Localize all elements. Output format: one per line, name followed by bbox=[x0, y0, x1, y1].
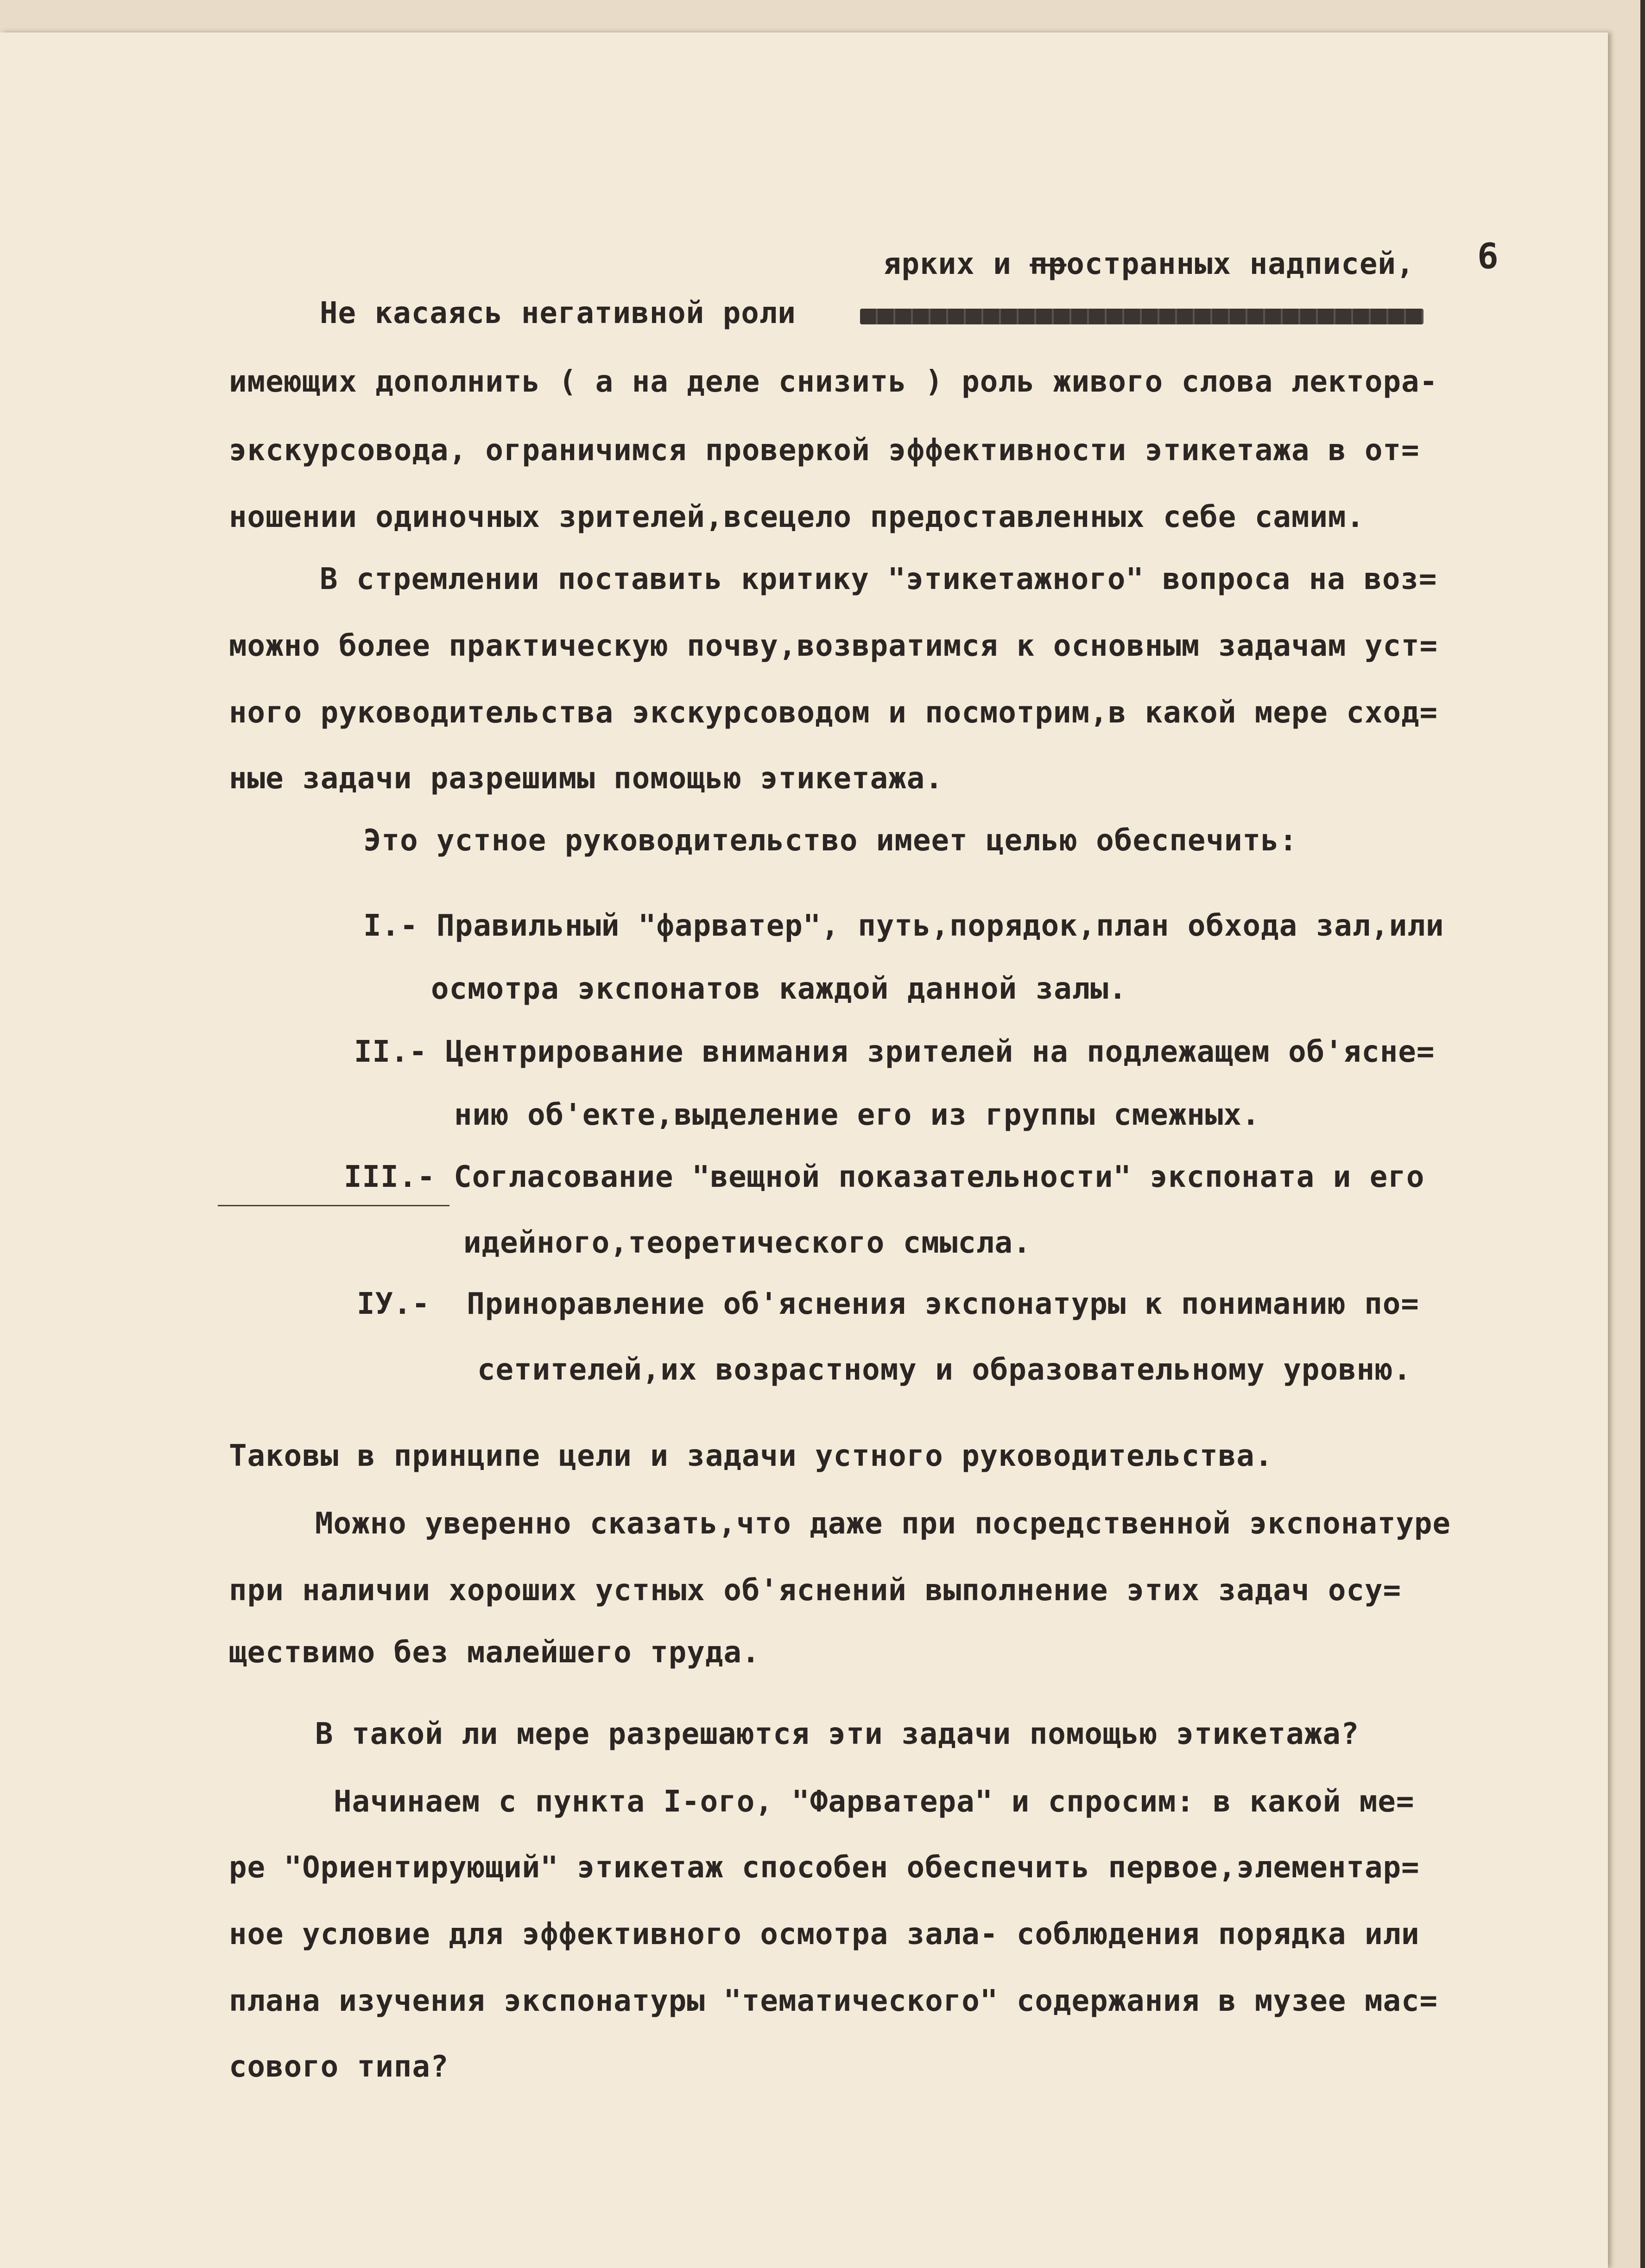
p1-line-1: Не касаясь негативной роли bbox=[320, 296, 796, 330]
insert-struck-part: пр bbox=[1030, 247, 1067, 281]
typewritten-page bbox=[0, 32, 1608, 2268]
item-1-line-1: I.- Правильный "фарватер", путь,порядок,план обхода зал,или bbox=[363, 909, 1444, 943]
struck-out-text bbox=[860, 309, 1424, 324]
item-4-line-2: сетителей,их возрастному и образовательному уровню. bbox=[477, 1353, 1412, 1387]
p2-line-1: В стремлении поставить критику "этикетажного" вопроса на воз= bbox=[320, 562, 1437, 596]
item-3-line-2: идейного,теоретического смысла. bbox=[463, 1226, 1031, 1260]
p4-line-4: ществимо без малейшего труда. bbox=[229, 1635, 760, 1670]
p5-line-1: В такой ли мере разрешаются эти задачи помощью этикетажа? bbox=[315, 1717, 1360, 1751]
page-number: 6 bbox=[1477, 235, 1499, 277]
item-4-line-1: IУ.- Приноравление об'яснения экспонатуры к пониманию по= bbox=[357, 1287, 1419, 1321]
insert-after-strike: остранных надписей, bbox=[1066, 247, 1415, 281]
item-2-line-2: нию об'екте,выделение его из группы смежных. bbox=[454, 1098, 1260, 1132]
insert-before-strike: ярких и bbox=[883, 247, 1030, 281]
p6-line-3: ное условие для эффективного осмотра зала- соблюдения порядка или bbox=[229, 1917, 1420, 1951]
item-2-line-1: II.- Центрирование внимания зрителей на подлежащем об'ясне= bbox=[354, 1035, 1435, 1069]
p6-line-5: сового типа? bbox=[229, 2050, 449, 2084]
item-1-line-2: осмотра экспонатов каждой данной залы. bbox=[431, 972, 1127, 1006]
p2-line-4: ные задачи разрешимы помощью этикетажа. bbox=[229, 761, 943, 796]
insert-above-line bbox=[883, 249, 1414, 279]
p2-line-3: ного руководительства экскурсоводом и посмотрим,в какой мере сход= bbox=[229, 696, 1438, 730]
p1-line-2: имеющих дополнить ( а на деле снизить ) роль живого слова лектора- bbox=[229, 365, 1438, 399]
p6-line-2: ре "Ориентирующий" этикетаж способен обеспечить первое,элементар= bbox=[229, 1850, 1420, 1885]
p6-line-4: плана изучения экспонатуры "тематического" содержания в музее мас= bbox=[229, 1984, 1438, 2018]
p4-line-1: Таковы в принципе цели и задачи устного руководительства. bbox=[229, 1439, 1273, 1473]
p3-line-1: Это устное руководительство имеет целью обеспечить: bbox=[363, 824, 1298, 858]
item-3-line-1: III.- Согласование "вещной показательности" экспоната и его bbox=[344, 1160, 1425, 1194]
p2-line-2: можно более практическую почву,возвратимся к основным задачам уст= bbox=[229, 629, 1438, 663]
pencil-rule bbox=[218, 1205, 449, 1206]
p6-line-1: Начинаем с пункта I-ого, "Фарватера" и спросим: в какой ме= bbox=[334, 1785, 1415, 1819]
p4-line-2: Можно уверенно сказать,что даже при посредственной экспонатуре bbox=[315, 1507, 1451, 1541]
p1-line-3: экскурсовода, ограничимся проверкой эффективности этикетажа в от= bbox=[229, 433, 1420, 468]
p1-line-4: ношении одиночных зрителей,всецело предоставленных себе самим. bbox=[229, 500, 1365, 534]
p4-line-3: при наличии хороших устных об'яснений выполнение этих задач осу= bbox=[229, 1573, 1401, 1608]
